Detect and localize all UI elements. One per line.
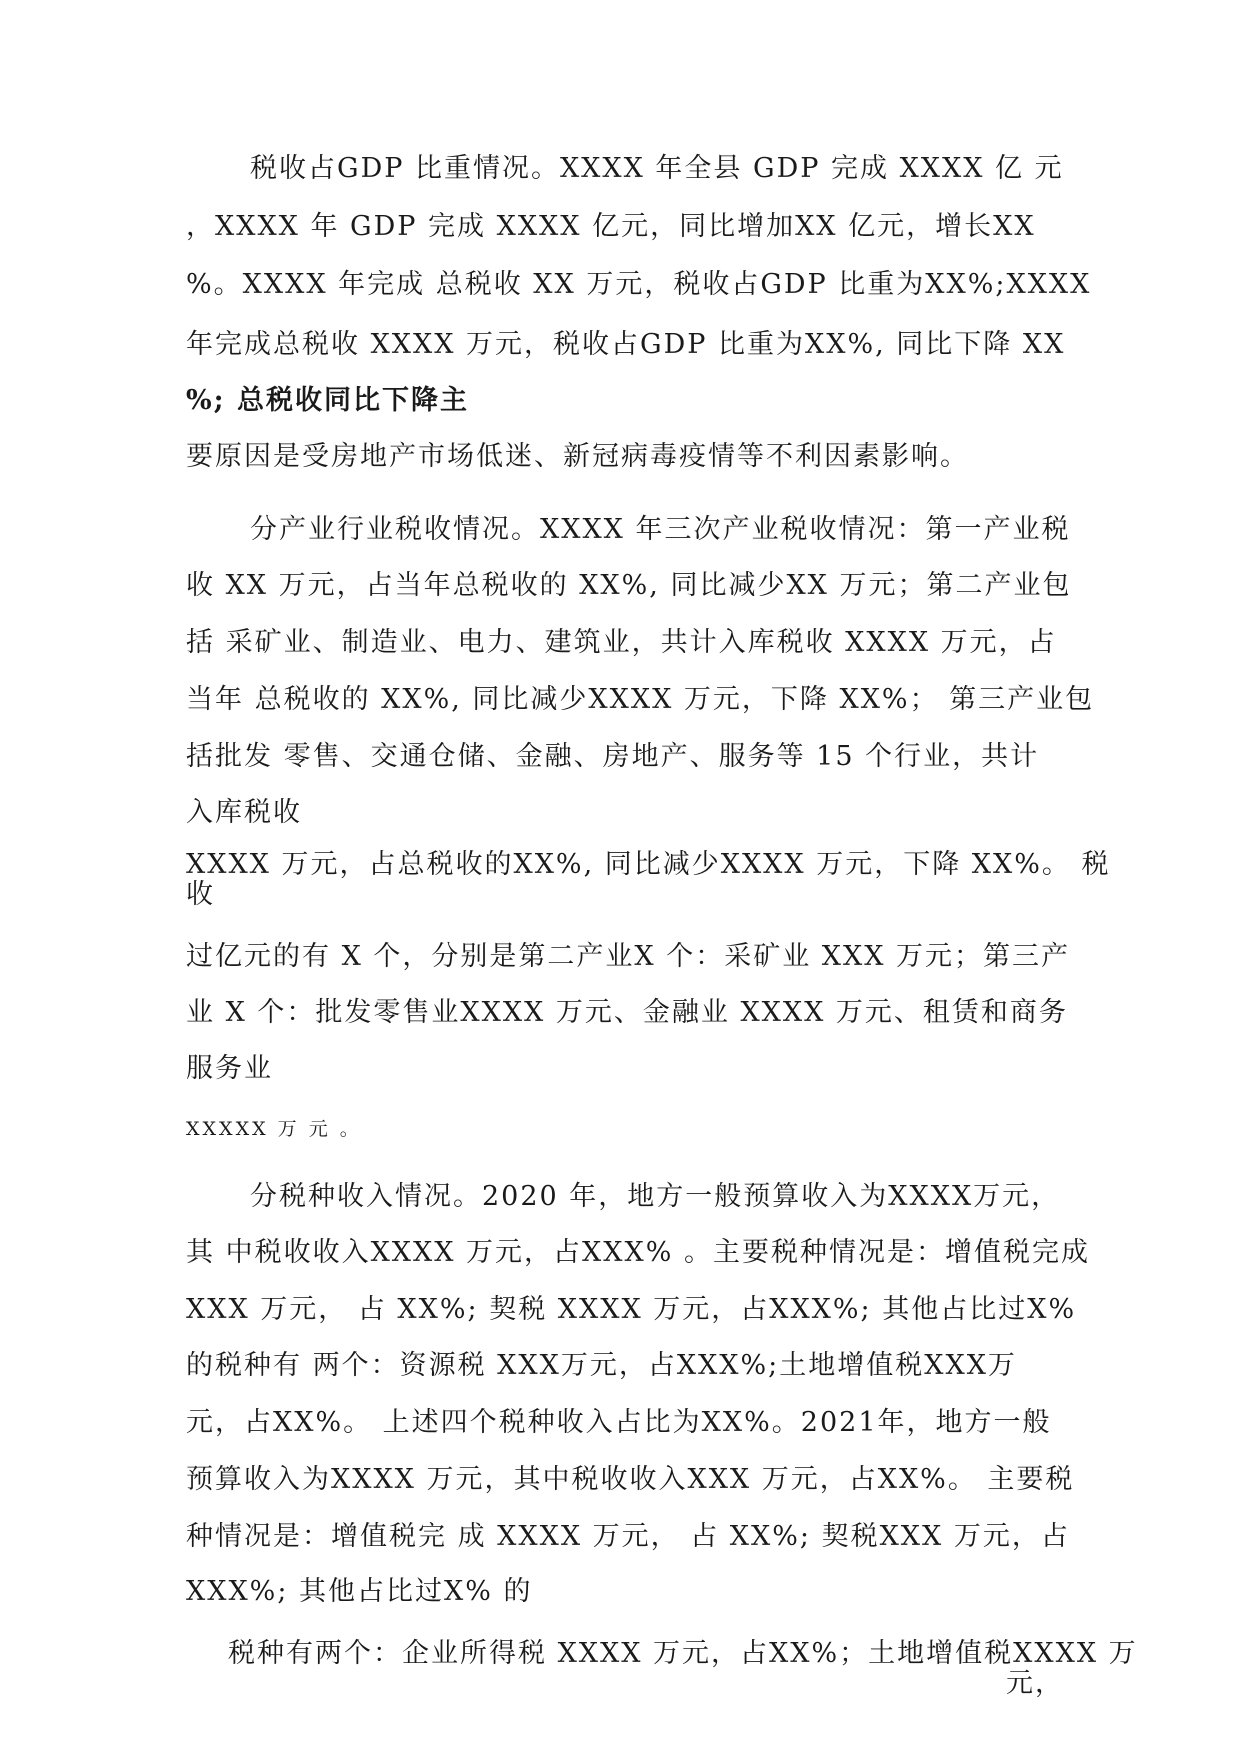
p1-line-5: %; 总税收同比下降主 bbox=[186, 385, 470, 416]
p3-line-7: 种情况是：增值税完 成 XXXX 万元， 占 XX%; 契税XXX 万元，占 bbox=[186, 1521, 1070, 1552]
p2-line-11: 服务业 bbox=[186, 1053, 273, 1084]
p3-line-1: 分税种收入情况。2020 年，地方一般预算收入为XXXX万元， bbox=[250, 1181, 1061, 1212]
p2-line-1: 分产业行业税收情况。XXXX 年三次产业税收情况：第一产业税 bbox=[250, 514, 1071, 545]
p2-line-7: XXXX 万元，占总税收的XX%, 同比减少XXXX 万元，下降 XX%。 税 bbox=[186, 849, 1111, 880]
p2-line-2: 收 XX 万元，占当年总税收的 XX%, 同比减少XX 万元；第二产业包 bbox=[186, 570, 1072, 601]
p3-line-9: 税种有两个：企业所得税 XXXX 万元，占XX%；土地增值税XXXX 万 bbox=[228, 1638, 1138, 1669]
p3-line-2: 其 中税收收入XXXX 万元，占XXX% 。主要税种情况是：增值税完成 bbox=[186, 1237, 1090, 1268]
p3-line-8: XXX%; 其他占比过X% 的 bbox=[186, 1576, 533, 1607]
p1-line-2: ，XXXX 年 GDP 完成 XXXX 亿元，同比增加XX 亿元，增长XX bbox=[186, 211, 1036, 242]
p2-line-3: 括 采矿业、制造业、电力、建筑业，共计入库税收 XXXX 万元，占 bbox=[186, 627, 1057, 658]
p2-line-10: 业 X 个：批发零售业XXXX 万元、金融业 XXXX 万元、租赁和商务 bbox=[186, 997, 1068, 1028]
p2-line-5: 括批发 零售、交通仓储、金融、房地产、服务等 15 个行业，共计 bbox=[186, 741, 1040, 772]
p2-line-6: 入库税收 bbox=[186, 797, 302, 828]
p3-line-4: 的税种有 两个：资源税 XXX万元，占XXX%;土地增值税XXX万 bbox=[186, 1350, 1017, 1381]
p2-line-4: 当年 总税收的 XX%, 同比减少XXXX 万元，下降 XX%； 第三产业包 bbox=[186, 684, 1095, 715]
p3-line-6: 预算收入为XXXX 万元，其中税收收入XXX 万元，占XX%。 主要税 bbox=[186, 1464, 1075, 1495]
p2-line-8: 收 bbox=[186, 879, 215, 910]
p1-line-6: 要原因是受房地产市场低迷、新冠病毒疫情等不利因素影响。 bbox=[186, 441, 969, 472]
p3-line-10: 元， bbox=[1006, 1668, 1064, 1699]
p3-line-3: XXX 万元， 占 XX%; 契税 XXXX 万元，占XXX%; 其他占比过X% bbox=[186, 1294, 1077, 1325]
p1-line-1: 税收占GDP 比重情况。XXXX 年全县 GDP 完成 XXXX 亿 元 bbox=[250, 153, 1064, 184]
p1-line-4: 年完成总税收 XXXX 万元，税收占GDP 比重为XX%, 同比下降 XX bbox=[186, 329, 1066, 360]
p1-line-3: %。XXXX 年完成 总税收 XX 万元，税收占GDP 比重为XX%;XXXX bbox=[186, 269, 1092, 300]
p3-line-5: 元，占XX%。 上述四个税种收入占比为XX%。2021年，地方一般 bbox=[186, 1407, 1052, 1438]
p2-line-12: XXXXX 万 元 。 bbox=[186, 1118, 362, 1140]
p2-line-9: 过亿元的有 X 个，分别是第二产业X 个：采矿业 XXX 万元；第三产 bbox=[186, 941, 1071, 972]
